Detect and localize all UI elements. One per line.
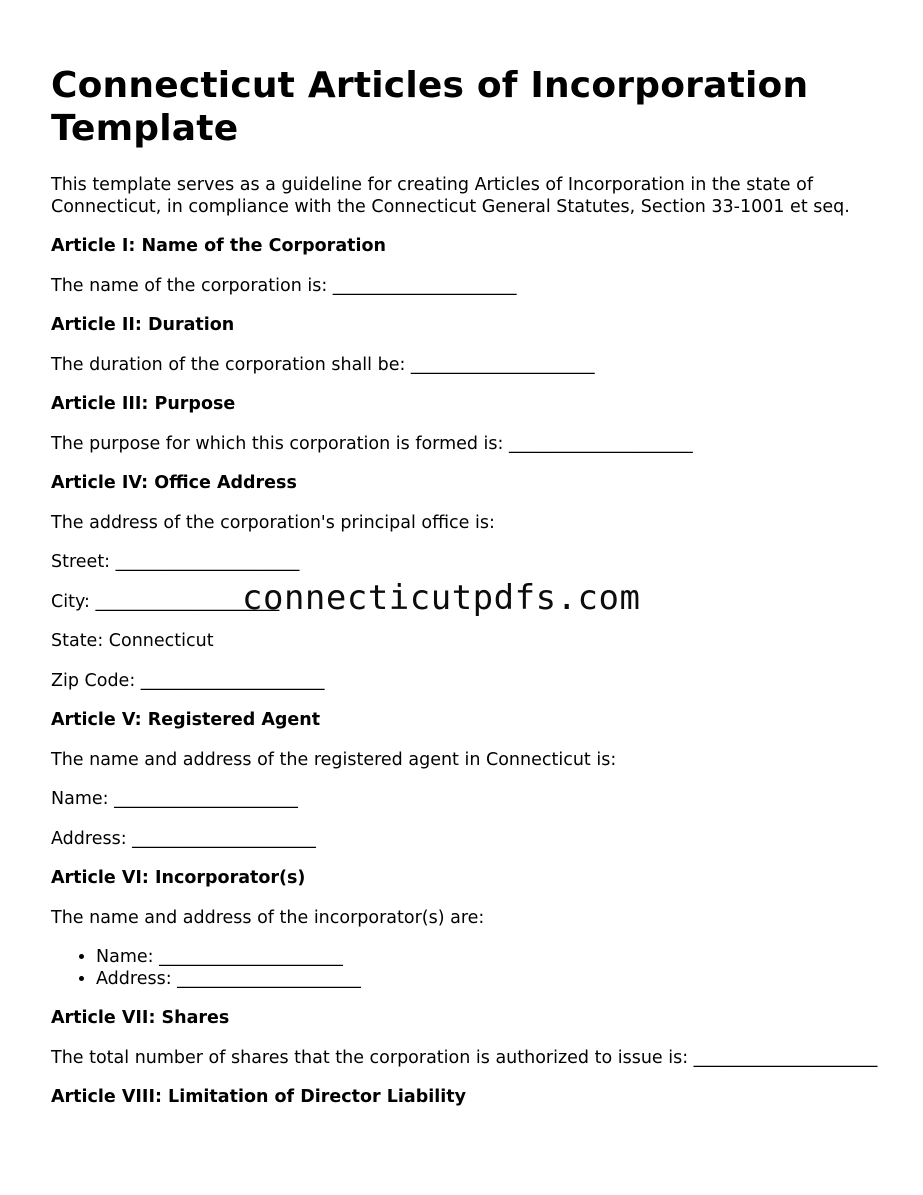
- page-title: Connecticut Articles of Incorporation Template: [51, 65, 809, 149]
- state-field: State: Connecticut: [51, 631, 214, 651]
- agent-address-field: Address: _____________________: [51, 828, 316, 849]
- article-6-text: The name and address of the incorporator(s) are:: [51, 907, 485, 928]
- article-8-heading: Article VIII: Limitation of Director Liability: [51, 1087, 467, 1107]
- article-1-text: The name of the corporation is: _____________________: [51, 275, 517, 296]
- article-6-heading: Article VI: Incorporator(s): [51, 868, 306, 888]
- article-4-text: The address of the corporation's principal office is:: [51, 512, 495, 533]
- article-2-heading: Article II: Duration: [51, 315, 235, 335]
- article-2-text: The duration of the corporation shall be: _____________________: [51, 354, 595, 375]
- watermark-text: connecticutpdfs.com: [242, 578, 641, 618]
- article-3-text: The purpose for which this corporation is formed is: _____________________: [51, 433, 693, 454]
- article-7-text: The total number of shares that the corporation is authorized to issue is: _____________________: [51, 1047, 878, 1068]
- article-7-heading: Article VII: Shares: [51, 1008, 230, 1028]
- article-1-heading: Article I: Name of the Corporation: [51, 236, 386, 256]
- article-5-text: The name and address of the registered agent in Connecticut is:: [51, 749, 617, 770]
- city-field: City: _____________________: [51, 591, 280, 612]
- article-3-heading: Article III: Purpose: [51, 394, 236, 414]
- article-5-heading: Article V: Registered Agent: [51, 710, 321, 730]
- list-item: • Address: _____________________: [96, 969, 891, 991]
- article-4-heading: Article IV: Office Address: [51, 473, 297, 493]
- street-field: Street: _____________________: [51, 552, 300, 572]
- zip-field: Zip Code: _____________________: [51, 670, 325, 691]
- incorporator-list: [51, 947, 891, 990]
- agent-name-field: Name: _____________________: [51, 789, 298, 809]
- list-item: • Name: _____________________: [96, 947, 891, 969]
- intro-paragraph: This template serves as a guideline for creating Articles of Incorporation in the state of Connecticut, in compliance with the Connecticut General Statutes, Section 33-1001 et seq.: [51, 175, 850, 217]
